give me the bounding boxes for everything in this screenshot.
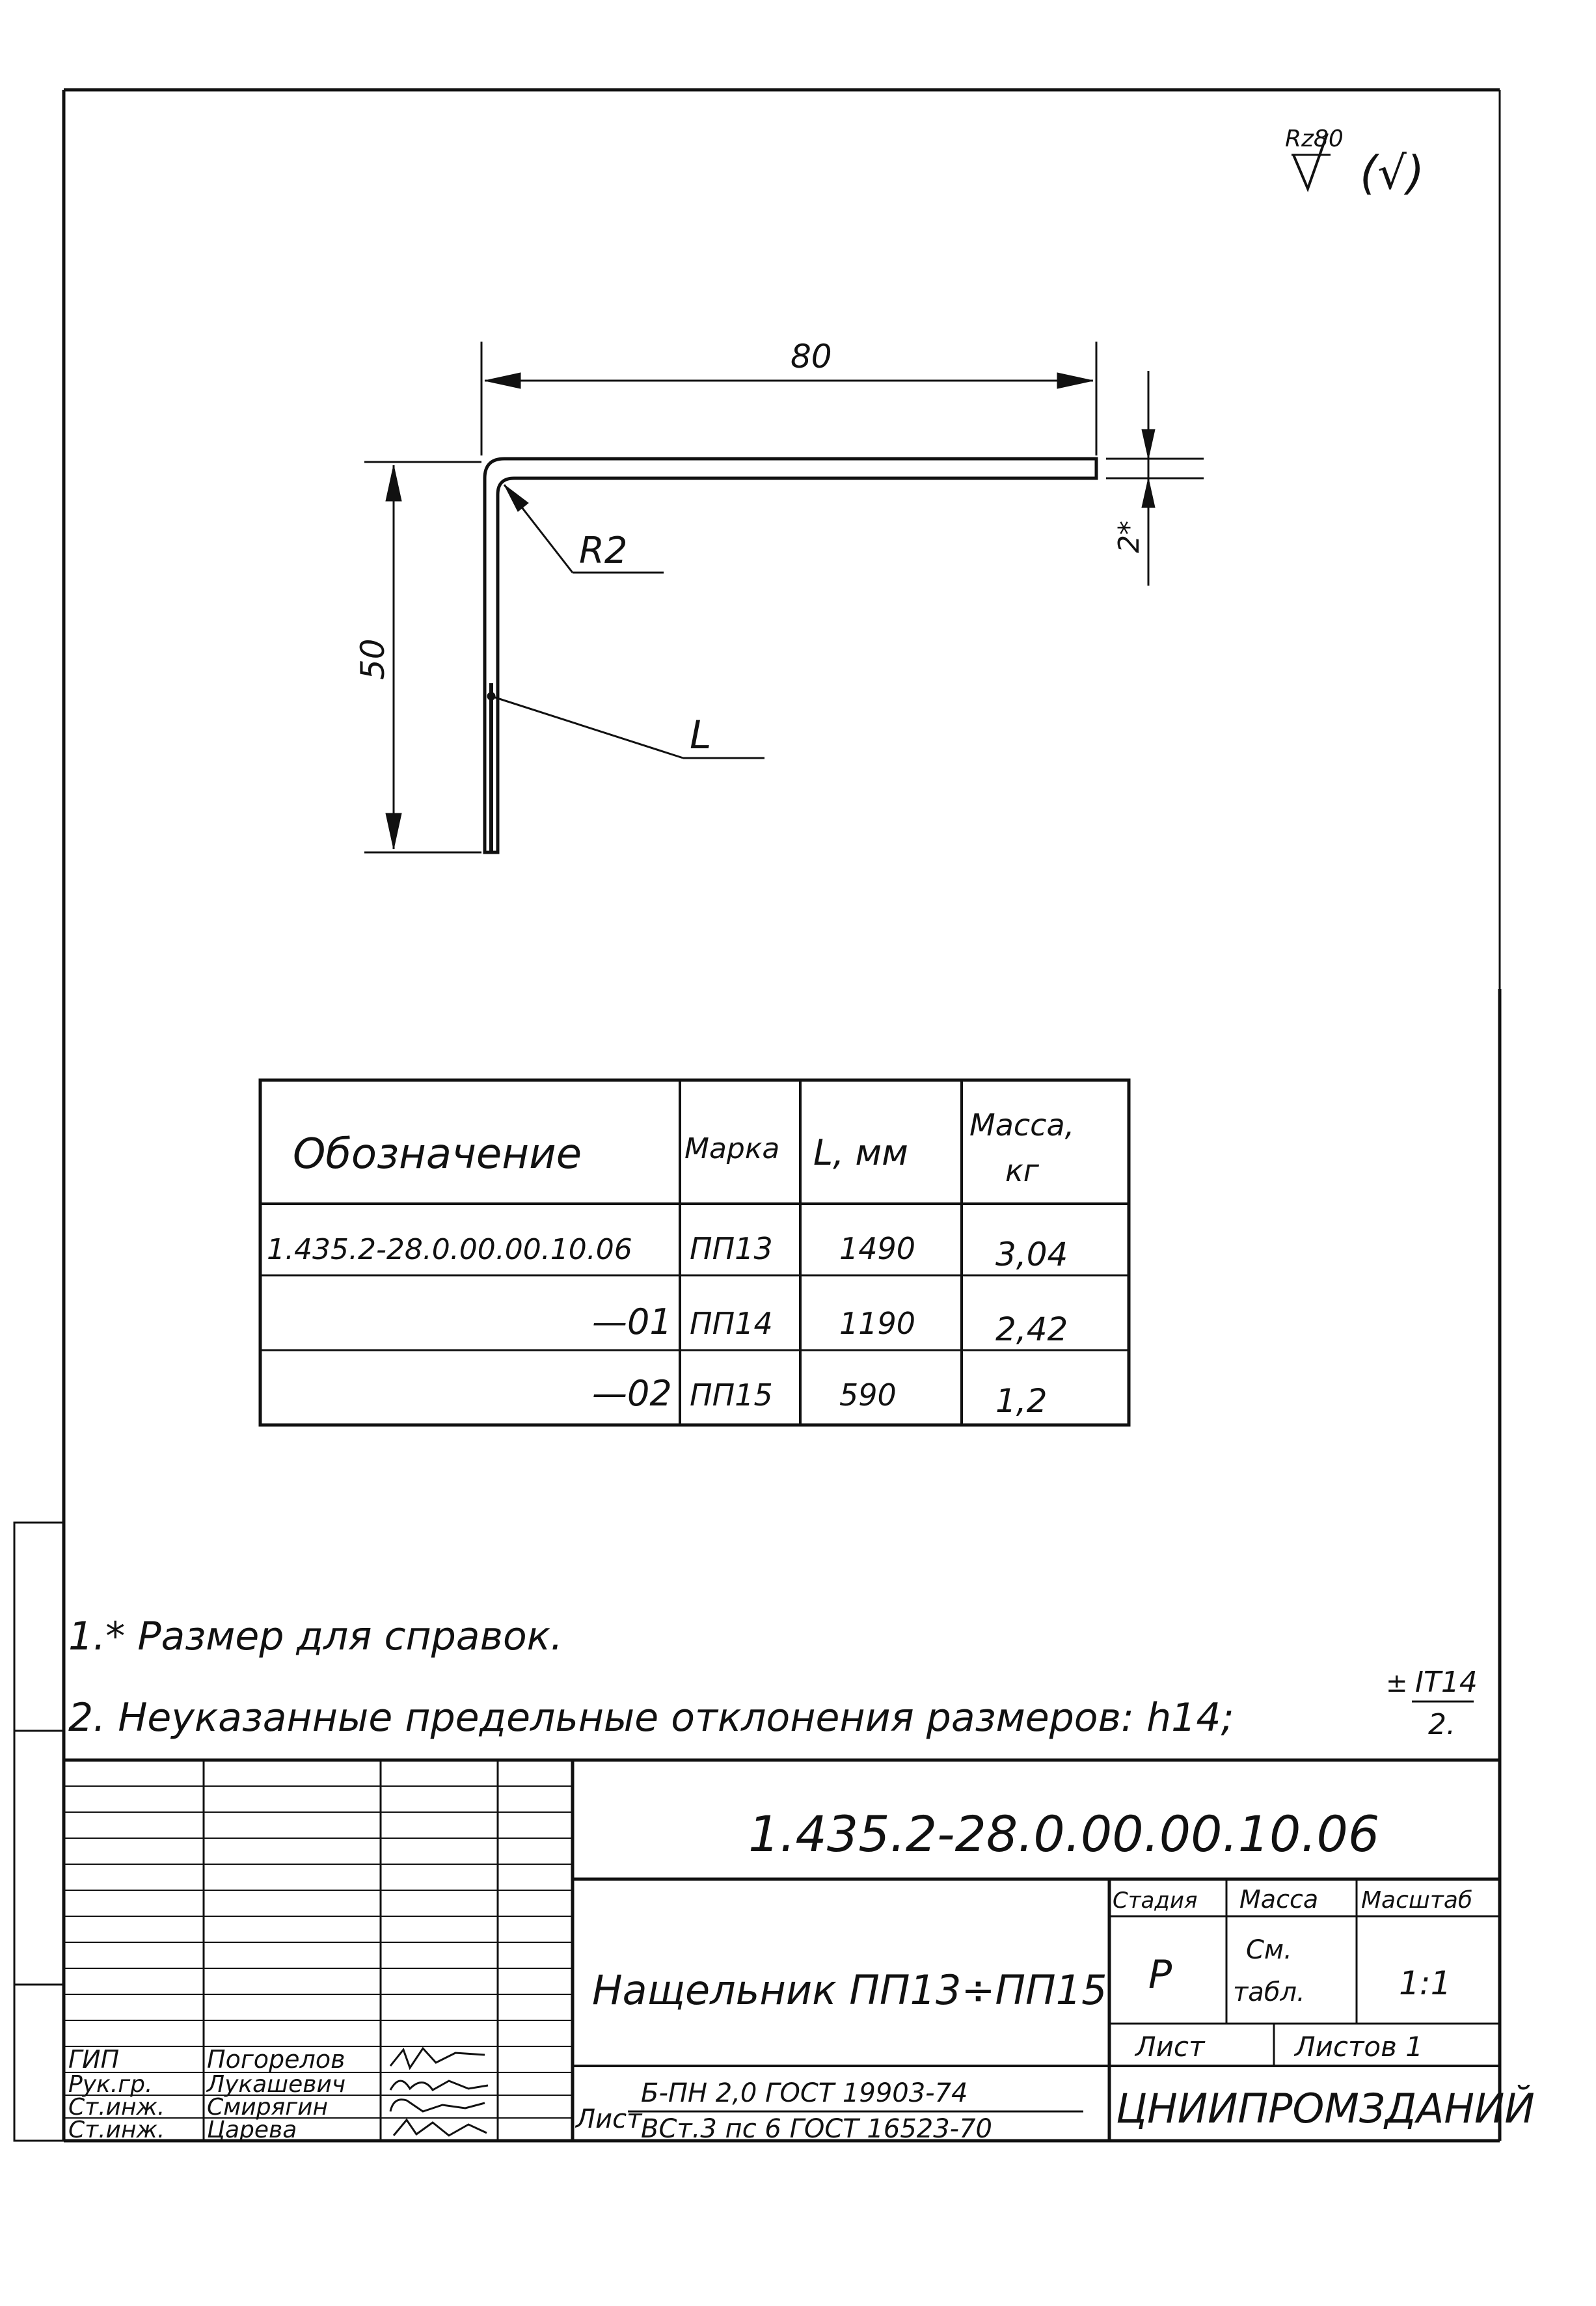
spec-table-row xyxy=(592,1301,1068,1348)
note-2-tol-num: IT14 xyxy=(1415,1666,1478,1699)
dim-width-value: 80 xyxy=(791,338,832,375)
stage-value: Р xyxy=(1148,1952,1172,1998)
signature-2 xyxy=(390,2081,488,2090)
signature-1 xyxy=(390,2048,485,2068)
staff-role: Рук.гр. xyxy=(68,2071,153,2098)
staff-role: Ст.инж. xyxy=(68,2117,165,2143)
row2-mark: ПП14 xyxy=(690,1306,773,1341)
sheet-label: Лист xyxy=(1135,2031,1205,2063)
row3-designation: —02 xyxy=(592,1373,672,1414)
row1-length: 1490 xyxy=(839,1231,916,1266)
spec-table-row xyxy=(592,1373,1048,1420)
radius-leader xyxy=(504,485,664,573)
signatures xyxy=(390,2048,488,2136)
scale-label: Масштаб xyxy=(1361,1887,1473,1914)
dim-thickness-value: 2* xyxy=(1113,521,1146,553)
note-1: 1.* Размер для справок. xyxy=(68,1614,563,1659)
material-line-2: ВСт.3 пс 6 ГОСТ 16523-70 xyxy=(641,2114,992,2144)
radius-value: R2 xyxy=(579,530,628,572)
row1-mark: ПП13 xyxy=(690,1231,773,1266)
angle-profile xyxy=(485,459,1096,852)
row1-mass: 3,04 xyxy=(995,1236,1068,1273)
header-length: L, мм xyxy=(813,1132,908,1173)
row2-mass: 2,42 xyxy=(995,1310,1068,1348)
signature-4 xyxy=(394,2120,487,2136)
row3-mark: ПП15 xyxy=(690,1377,773,1413)
length-leader xyxy=(487,692,764,758)
header-mass-unit: кг xyxy=(1005,1153,1039,1188)
dimension-height xyxy=(354,462,481,852)
row3-mass: 1,2 xyxy=(995,1382,1048,1420)
stage-label: Стадия xyxy=(1113,1888,1198,1914)
staff-name: Царева xyxy=(207,2117,297,2143)
product-name: Нащельник ПП13÷ПП15 xyxy=(592,1966,1107,2014)
staff-name: Лукашевич xyxy=(207,2071,346,2098)
staff-list xyxy=(68,2045,345,2143)
row3-length: 590 xyxy=(839,1377,897,1413)
note-2: 2. Неуказанные предельные отклонения размеров: h14; xyxy=(68,1695,1234,1741)
roughness-label: Rz80 xyxy=(1285,126,1344,152)
staff-role: Ст.инж. xyxy=(68,2094,165,2121)
mass-label: Масса xyxy=(1239,1885,1319,1914)
sheets-label: Листов 1 xyxy=(1295,2031,1423,2063)
dim-height-value: 50 xyxy=(354,638,392,680)
scale-value: 1:1 xyxy=(1399,1964,1452,2002)
dimension-thickness xyxy=(1106,371,1204,586)
spec-table-row xyxy=(267,1231,1068,1273)
row2-length: 1190 xyxy=(839,1306,916,1341)
row2-designation: —01 xyxy=(592,1301,672,1342)
notes xyxy=(68,1614,1478,1741)
mass-value-2: табл. xyxy=(1233,1977,1305,2007)
dimension-width xyxy=(481,338,1096,455)
organization: ЦНИИПРОМЗДАНИЙ xyxy=(1116,2085,1535,2132)
note-2-tol-sign: ± xyxy=(1386,1668,1408,1698)
header-mark: Марка xyxy=(684,1132,780,1165)
mass-value-1: См. xyxy=(1246,1935,1292,1965)
material-line-1: Б-ПН 2,0 ГОСТ 19903-74 xyxy=(641,2078,968,2108)
material-label: Лист xyxy=(576,2104,642,2134)
doc-code: 1.435.2-28.0.00.00.10.06 xyxy=(748,1805,1380,1863)
title-block-text xyxy=(575,1805,1535,2144)
roughness-symbol xyxy=(1285,126,1424,200)
staff-name: Погорелов xyxy=(207,2045,345,2074)
staff-name: Смирягин xyxy=(207,2094,329,2121)
header-designation: Обозначение xyxy=(293,1130,582,1178)
header-mass: Масса, xyxy=(969,1107,1075,1143)
length-label: L xyxy=(690,712,712,758)
spec-table-header xyxy=(293,1107,1074,1188)
row1-designation: 1.435.2-28.0.00.00.10.06 xyxy=(267,1233,632,1266)
note-2-tol-den: 2. xyxy=(1428,1708,1455,1741)
signature-3 xyxy=(390,2100,485,2111)
staff-role: ГИП xyxy=(68,2045,120,2074)
roughness-bracket: (√) xyxy=(1360,146,1425,200)
